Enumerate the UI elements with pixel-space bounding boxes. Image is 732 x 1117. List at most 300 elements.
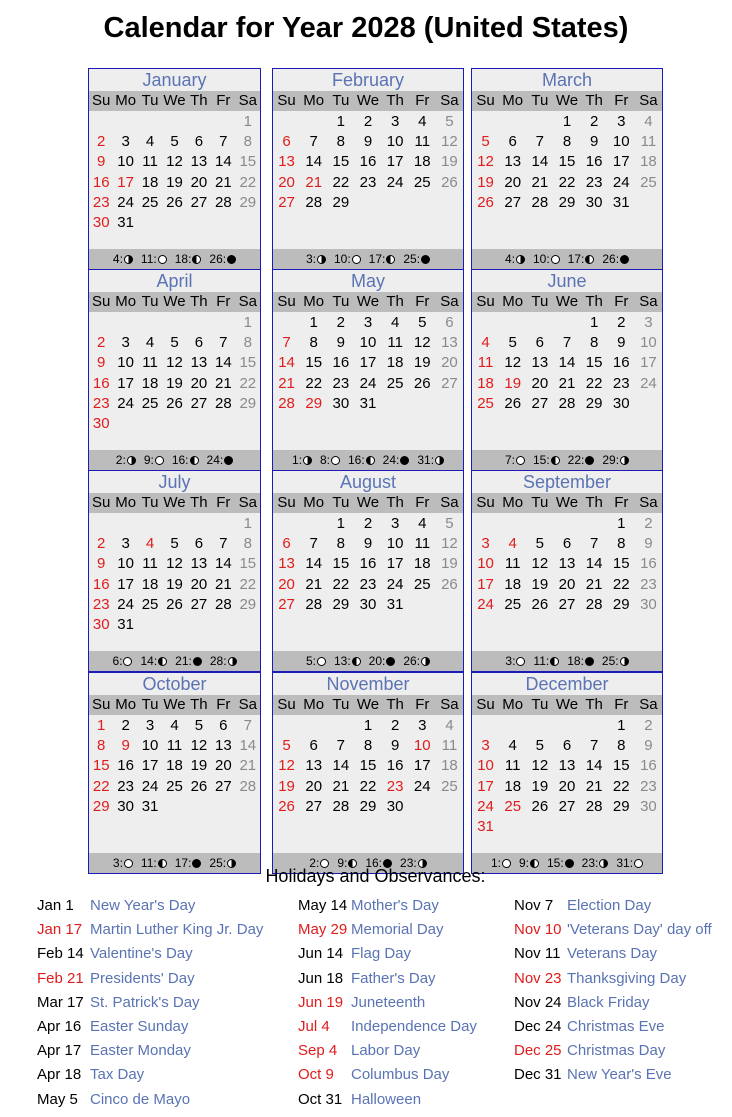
day-grid bbox=[472, 715, 662, 838]
day-cell: 30 bbox=[92, 414, 110, 432]
day-cell: 6 bbox=[562, 737, 572, 755]
day-cell: 9 bbox=[617, 334, 626, 352]
holiday-name-link[interactable]: Cinco de Mayo bbox=[90, 1090, 191, 1108]
day-cell: 27 bbox=[441, 374, 458, 392]
day-cell: 10 bbox=[117, 153, 134, 171]
day-cell: 8 bbox=[617, 535, 626, 553]
day-cell: 25 bbox=[141, 193, 159, 211]
holiday-date: Jul 4 bbox=[298, 1017, 330, 1035]
empty-cell bbox=[162, 313, 186, 333]
day-cell: 23 bbox=[612, 374, 630, 392]
holiday-date: Feb 14 bbox=[37, 945, 84, 963]
day-cell: 20 bbox=[190, 173, 208, 191]
day-cell: 31 bbox=[359, 394, 377, 412]
day-cell: 4 bbox=[445, 717, 454, 734]
moon-phase-day: 17: bbox=[567, 252, 585, 266]
weekday-label: We bbox=[163, 293, 186, 310]
full-moon-icon bbox=[158, 255, 167, 264]
holiday-name-link[interactable]: Juneteenth bbox=[351, 993, 426, 1011]
day-cell: 31 bbox=[612, 193, 630, 211]
month-march bbox=[471, 68, 663, 270]
weekday-label: Th bbox=[585, 494, 603, 511]
day-cell: 26 bbox=[531, 595, 549, 613]
day-cell: 9 bbox=[363, 133, 373, 151]
day-cell: 10 bbox=[640, 334, 657, 352]
moon-phase-entry bbox=[602, 654, 629, 668]
weekday-label: Mo bbox=[303, 293, 325, 310]
holiday-name-link[interactable]: 'Veterans Day' day off bbox=[567, 921, 712, 939]
empty-cell bbox=[273, 112, 300, 132]
day-cell: 20 bbox=[215, 757, 232, 775]
weekday-label: Tu bbox=[332, 293, 350, 310]
day-cell: 3 bbox=[121, 133, 130, 151]
weekday-label: Su bbox=[92, 494, 111, 511]
day-cell: 13 bbox=[441, 334, 458, 352]
weekday-label: Tu bbox=[531, 92, 549, 109]
weekday-label: Mo bbox=[502, 494, 524, 511]
empty-cell bbox=[526, 112, 553, 132]
empty-cell bbox=[162, 514, 186, 534]
holiday-row bbox=[514, 992, 712, 1016]
day-cell: 28 bbox=[215, 394, 232, 412]
day-cell: 21 bbox=[332, 777, 350, 795]
day-cell: 12 bbox=[166, 153, 183, 171]
day-cell: 1 bbox=[243, 515, 252, 532]
moon-phase-entry bbox=[505, 654, 525, 668]
moon-phase-day: 25: bbox=[209, 856, 227, 870]
weekday-label: Sa bbox=[238, 293, 257, 310]
day-cell: 20 bbox=[190, 374, 208, 392]
day-cell: 21 bbox=[215, 173, 232, 191]
holiday-name-link[interactable]: Memorial Day bbox=[351, 921, 444, 939]
day-cell: 14 bbox=[215, 153, 232, 171]
holiday-row bbox=[298, 919, 477, 943]
day-cell: 13 bbox=[190, 354, 208, 372]
day-cell: 28 bbox=[585, 797, 603, 815]
month-april bbox=[88, 269, 261, 471]
moon-phase-entry bbox=[292, 453, 312, 467]
month-name: April bbox=[89, 270, 260, 292]
day-cell: 31 bbox=[477, 817, 494, 835]
day-cell: 17 bbox=[359, 354, 377, 372]
day-cell: 1 bbox=[363, 717, 373, 734]
day-cell: 8 bbox=[243, 334, 252, 352]
day-cell: 6 bbox=[445, 314, 454, 331]
day-cell: 23 bbox=[332, 374, 350, 392]
month-may bbox=[272, 269, 464, 471]
day-cell: 28 bbox=[278, 394, 295, 412]
day-cell: 24 bbox=[141, 777, 159, 795]
holiday-date: Jan 17 bbox=[37, 921, 83, 939]
day-cell: 5 bbox=[535, 535, 545, 553]
full-moon-icon bbox=[516, 456, 525, 465]
weekday-label: Th bbox=[386, 494, 404, 511]
day-cell: 14 bbox=[278, 354, 295, 372]
day-grid bbox=[273, 513, 463, 636]
empty-cell bbox=[472, 716, 499, 736]
full-moon-icon bbox=[123, 657, 132, 666]
day-cell: 31 bbox=[141, 797, 159, 815]
day-cell: 20 bbox=[504, 173, 522, 191]
day-cell: 15 bbox=[239, 555, 257, 573]
day-cell: 11 bbox=[387, 334, 403, 352]
moon-phase-day: 3: bbox=[505, 654, 516, 668]
empty-cell bbox=[499, 112, 526, 132]
day-cell: 9 bbox=[363, 535, 373, 553]
empty-cell bbox=[300, 514, 327, 534]
day-cell: 5 bbox=[170, 133, 179, 151]
day-cell: 2 bbox=[336, 314, 346, 331]
holiday-name-link[interactable]: Presidents' Day bbox=[90, 969, 195, 987]
day-cell: 7 bbox=[219, 535, 228, 553]
holiday-name-link[interactable]: New Year's Eve bbox=[567, 1066, 672, 1084]
holiday-name-link[interactable]: Easter Monday bbox=[90, 1042, 191, 1060]
day-cell: 13 bbox=[504, 153, 522, 171]
day-cell: 29 bbox=[239, 394, 257, 412]
day-cell: 3 bbox=[121, 535, 130, 553]
moon-phase-entry bbox=[568, 453, 595, 467]
day-cell: 19 bbox=[278, 777, 295, 795]
day-cell: 11 bbox=[142, 153, 158, 171]
empty-cell bbox=[472, 514, 499, 534]
day-cell: 13 bbox=[278, 555, 295, 573]
day-cell: 1 bbox=[617, 717, 626, 734]
day-cell: 20 bbox=[558, 575, 576, 593]
day-cell: 12 bbox=[166, 555, 183, 573]
day-cell: 30 bbox=[640, 595, 657, 613]
day-cell: 4 bbox=[481, 334, 490, 352]
day-cell: 21 bbox=[585, 777, 603, 795]
day-cell: 9 bbox=[589, 133, 599, 151]
weekday-label: Mo bbox=[115, 92, 137, 109]
weekday-label: Mo bbox=[303, 696, 325, 713]
empty-cell bbox=[526, 313, 553, 333]
day-cell: 26 bbox=[166, 394, 183, 412]
day-cell: 3 bbox=[121, 334, 130, 352]
moon-phase-entry bbox=[172, 453, 199, 467]
day-cell: 1 bbox=[562, 113, 572, 130]
day-cell: 27 bbox=[278, 595, 295, 613]
holiday-date: Jun 14 bbox=[298, 945, 344, 963]
day-cell: 5 bbox=[445, 113, 454, 130]
day-cell: 17 bbox=[117, 575, 134, 593]
holiday-date: Dec 24 bbox=[514, 1017, 562, 1035]
day-cell: 18 bbox=[504, 777, 522, 795]
day-cell: 22 bbox=[332, 575, 350, 593]
day-cell: 26 bbox=[477, 193, 494, 211]
day-cell: 18 bbox=[141, 173, 159, 191]
holiday-column bbox=[37, 895, 263, 1113]
first-moon-icon bbox=[127, 456, 136, 465]
moon-phase-entry bbox=[320, 453, 340, 467]
day-cell: 23 bbox=[92, 595, 110, 613]
month-february bbox=[272, 68, 464, 270]
day-cell: 27 bbox=[305, 797, 323, 815]
moon-phase-entry bbox=[334, 654, 361, 668]
moon-phase-day: 1: bbox=[291, 453, 302, 467]
day-cell: 29 bbox=[359, 797, 377, 815]
day-cell: 22 bbox=[332, 173, 350, 191]
day-cell: 13 bbox=[278, 153, 295, 171]
holiday-name-link[interactable]: Labor Day bbox=[351, 1042, 421, 1060]
holiday-row bbox=[514, 1040, 712, 1064]
day-cell: 22 bbox=[585, 374, 603, 392]
weekday-label: Sa bbox=[238, 92, 257, 109]
day-cell: 22 bbox=[239, 374, 257, 392]
moon-phase-day: 26: bbox=[209, 252, 227, 266]
moon-phase-day: 17: bbox=[174, 856, 192, 870]
moon-phase-entry bbox=[141, 252, 167, 266]
empty-cell bbox=[273, 716, 300, 736]
day-cell: 2 bbox=[363, 515, 373, 532]
day-cell: 8 bbox=[243, 535, 252, 553]
moon-phase-day: 11: bbox=[140, 252, 157, 266]
day-cell: 21 bbox=[215, 374, 232, 392]
moon-phase-day: 31: bbox=[616, 856, 634, 870]
weekday-header bbox=[273, 292, 463, 312]
day-cell: 9 bbox=[644, 737, 653, 755]
weekday-label: We bbox=[356, 696, 380, 713]
day-cell: 25 bbox=[477, 394, 494, 412]
holiday-name-link[interactable]: Tax Day bbox=[90, 1066, 145, 1084]
last-moon-icon bbox=[366, 456, 375, 465]
weekday-header bbox=[89, 493, 260, 513]
weekday-header bbox=[273, 91, 463, 111]
holiday-name-link[interactable]: St. Patrick's Day bbox=[90, 993, 200, 1011]
moon-phase-day: 25: bbox=[403, 252, 421, 266]
moon-phase-day: 29: bbox=[602, 453, 620, 467]
moon-phase-entry bbox=[505, 453, 525, 467]
weekday-label: Fr bbox=[614, 293, 629, 310]
day-cell: 15 bbox=[332, 153, 350, 171]
holiday-name-link[interactable]: Veterans Day bbox=[567, 945, 658, 963]
holiday-name-link[interactable]: Halloween bbox=[351, 1090, 422, 1108]
holiday-name-link[interactable]: Thanksgiving Day bbox=[567, 969, 687, 987]
day-cell: 18 bbox=[504, 575, 522, 593]
moon-phase-day: 23: bbox=[400, 856, 417, 870]
moon-phase-entry bbox=[383, 453, 410, 467]
day-cell: 1 bbox=[243, 113, 252, 130]
day-cell: 25 bbox=[413, 575, 431, 593]
day-cell: 10 bbox=[477, 757, 494, 775]
holiday-name-link[interactable]: Christmas Eve bbox=[567, 1017, 665, 1035]
day-cell: 8 bbox=[243, 133, 252, 151]
empty-cell bbox=[113, 112, 137, 132]
weekday-label: Fr bbox=[216, 293, 231, 310]
day-cell: 4 bbox=[145, 133, 155, 151]
day-cell: 16 bbox=[92, 575, 110, 593]
weekday-label: Tu bbox=[141, 494, 159, 511]
holiday-name-link[interactable]: Christmas Day bbox=[567, 1042, 666, 1060]
weekday-label: Th bbox=[585, 92, 603, 109]
day-cell: 24 bbox=[386, 173, 404, 191]
month-january bbox=[88, 68, 261, 270]
last-moon-icon bbox=[550, 657, 559, 666]
new-moon-icon bbox=[227, 255, 236, 264]
day-cell: 5 bbox=[170, 535, 179, 553]
holiday-row bbox=[37, 1040, 263, 1064]
new-moon-icon bbox=[620, 255, 629, 264]
moon-phase-day: 17: bbox=[368, 252, 386, 266]
day-cell: 22 bbox=[359, 777, 377, 795]
day-cell: 2 bbox=[121, 717, 130, 734]
day-cell: 6 bbox=[219, 717, 228, 734]
holiday-name-link[interactable]: Valentine's Day bbox=[90, 945, 193, 963]
moon-phase-day: 16: bbox=[347, 453, 365, 467]
empty-cell bbox=[499, 514, 526, 534]
weekday-label: We bbox=[163, 92, 186, 109]
day-cell: 12 bbox=[190, 737, 208, 755]
day-cell: 10 bbox=[413, 737, 431, 755]
month-name: November bbox=[273, 673, 463, 695]
holiday-row bbox=[37, 895, 263, 919]
holiday-row bbox=[298, 1040, 477, 1064]
moon-phase-day: 7: bbox=[504, 453, 515, 467]
moon-phase-entry bbox=[369, 252, 396, 266]
day-cell: 27 bbox=[190, 394, 208, 412]
day-cell: 20 bbox=[305, 777, 323, 795]
weekday-label: Su bbox=[92, 696, 111, 713]
moon-phase-day: 9: bbox=[143, 453, 154, 467]
day-cell: 3 bbox=[390, 113, 400, 130]
day-cell: 30 bbox=[386, 797, 404, 815]
day-cell: 9 bbox=[97, 555, 106, 573]
day-cell: 24 bbox=[477, 797, 494, 815]
last-moon-icon bbox=[192, 255, 201, 264]
first-moon-icon bbox=[228, 657, 237, 666]
weekday-label: Su bbox=[277, 92, 296, 109]
new-moon-icon bbox=[585, 456, 594, 465]
weekday-label: Th bbox=[190, 494, 208, 511]
holiday-name-link[interactable]: Independence Day bbox=[351, 1017, 477, 1035]
moon-phase-day: 1: bbox=[490, 856, 501, 870]
moon-phases bbox=[273, 249, 463, 269]
weekday-label: Th bbox=[386, 293, 404, 310]
holiday-name-link[interactable]: Black Friday bbox=[567, 993, 650, 1011]
day-cell: 11 bbox=[640, 133, 657, 151]
new-moon-icon bbox=[585, 657, 594, 666]
day-cell: 20 bbox=[190, 575, 208, 593]
holiday-name-link[interactable]: Mother's Day bbox=[351, 897, 439, 914]
holiday-name-link[interactable]: Father's Day bbox=[351, 969, 436, 987]
new-moon-icon bbox=[400, 456, 409, 465]
day-cell: 24 bbox=[612, 173, 630, 191]
empty-cell bbox=[89, 112, 113, 132]
day-cell: 2 bbox=[363, 113, 373, 130]
moon-phase-entry bbox=[140, 654, 167, 668]
holiday-row bbox=[514, 895, 712, 919]
last-moon-icon bbox=[190, 456, 199, 465]
weekday-label: Mo bbox=[115, 696, 137, 713]
holiday-name-link[interactable]: Columbus Day bbox=[351, 1066, 450, 1084]
holiday-name-link[interactable]: New Year's Day bbox=[90, 897, 196, 914]
moon-phase-entry bbox=[602, 453, 629, 467]
day-cell: 2 bbox=[97, 133, 106, 151]
empty-cell bbox=[581, 514, 608, 534]
weekday-label: We bbox=[163, 696, 186, 713]
holiday-name-link[interactable]: Easter Sunday bbox=[90, 1017, 189, 1035]
weekday-label: Fr bbox=[415, 696, 430, 713]
empty-cell bbox=[187, 313, 211, 333]
day-cell: 28 bbox=[215, 193, 232, 211]
holiday-row bbox=[298, 968, 477, 992]
weekday-label: We bbox=[555, 494, 579, 511]
moon-phases bbox=[273, 450, 463, 470]
day-cell: 23 bbox=[359, 173, 377, 191]
weekday-label: Su bbox=[476, 92, 495, 109]
day-cell: 15 bbox=[359, 757, 377, 775]
day-cell: 15 bbox=[332, 555, 350, 573]
empty-cell bbox=[300, 716, 327, 736]
holiday-row bbox=[37, 992, 263, 1016]
day-cell: 23 bbox=[117, 777, 134, 795]
holidays-title: Holidays and Observances: bbox=[265, 866, 486, 886]
day-cell: 13 bbox=[305, 757, 323, 775]
day-cell: 1 bbox=[336, 113, 346, 130]
moon-phase-entry bbox=[348, 453, 375, 467]
month-december bbox=[471, 672, 663, 874]
day-cell: 28 bbox=[531, 193, 549, 211]
day-cell: 19 bbox=[166, 173, 183, 191]
holiday-name-link[interactable]: Martin Luther King Jr. Day bbox=[90, 921, 264, 939]
day-cell: 11 bbox=[504, 555, 521, 573]
day-cell: 3 bbox=[481, 737, 490, 755]
day-cell: 25 bbox=[141, 394, 159, 412]
holiday-date: Jun 19 bbox=[298, 993, 344, 1011]
empty-cell bbox=[211, 313, 235, 333]
empty-cell bbox=[138, 313, 162, 333]
day-cell: 7 bbox=[589, 535, 599, 553]
day-cell: 23 bbox=[640, 575, 657, 593]
day-cell: 24 bbox=[477, 595, 494, 613]
day-cell: 9 bbox=[97, 354, 106, 372]
day-grid bbox=[472, 111, 662, 234]
day-cell: 6 bbox=[194, 133, 204, 151]
day-cell: 22 bbox=[612, 777, 630, 795]
day-cell: 21 bbox=[531, 173, 549, 191]
day-cell: 13 bbox=[215, 737, 232, 755]
day-cell: 4 bbox=[418, 113, 427, 130]
day-cell: 17 bbox=[413, 757, 431, 775]
day-cell: 29 bbox=[612, 595, 630, 613]
weekday-label: Th bbox=[386, 92, 404, 109]
holiday-date: Jan 1 bbox=[37, 897, 74, 914]
day-cell: 18 bbox=[386, 354, 404, 372]
day-cell: 22 bbox=[558, 173, 576, 191]
holiday-row bbox=[37, 968, 263, 992]
holiday-date: Sep 4 bbox=[298, 1042, 338, 1060]
day-cell: 14 bbox=[332, 757, 350, 775]
day-cell: 6 bbox=[562, 535, 572, 553]
weekday-label: Mo bbox=[502, 696, 524, 713]
day-cell: 18 bbox=[141, 575, 159, 593]
day-cell: 13 bbox=[190, 555, 208, 573]
moon-phase-day: 18: bbox=[174, 252, 192, 266]
first-moon-icon bbox=[303, 456, 312, 465]
holiday-date: May 5 bbox=[37, 1090, 78, 1108]
day-cell: 30 bbox=[117, 797, 134, 815]
holiday-name-link[interactable]: Election Day bbox=[567, 897, 652, 914]
day-cell: 5 bbox=[481, 133, 490, 151]
day-cell: 21 bbox=[239, 757, 257, 775]
month-name: May bbox=[273, 270, 463, 292]
holiday-name-link[interactable]: Flag Day bbox=[351, 945, 412, 963]
moon-phase-entry bbox=[209, 252, 236, 266]
weekday-header bbox=[273, 695, 463, 715]
weekday-label: We bbox=[356, 293, 380, 310]
day-grid bbox=[273, 111, 463, 234]
holiday-date: Dec 25 bbox=[514, 1042, 562, 1060]
